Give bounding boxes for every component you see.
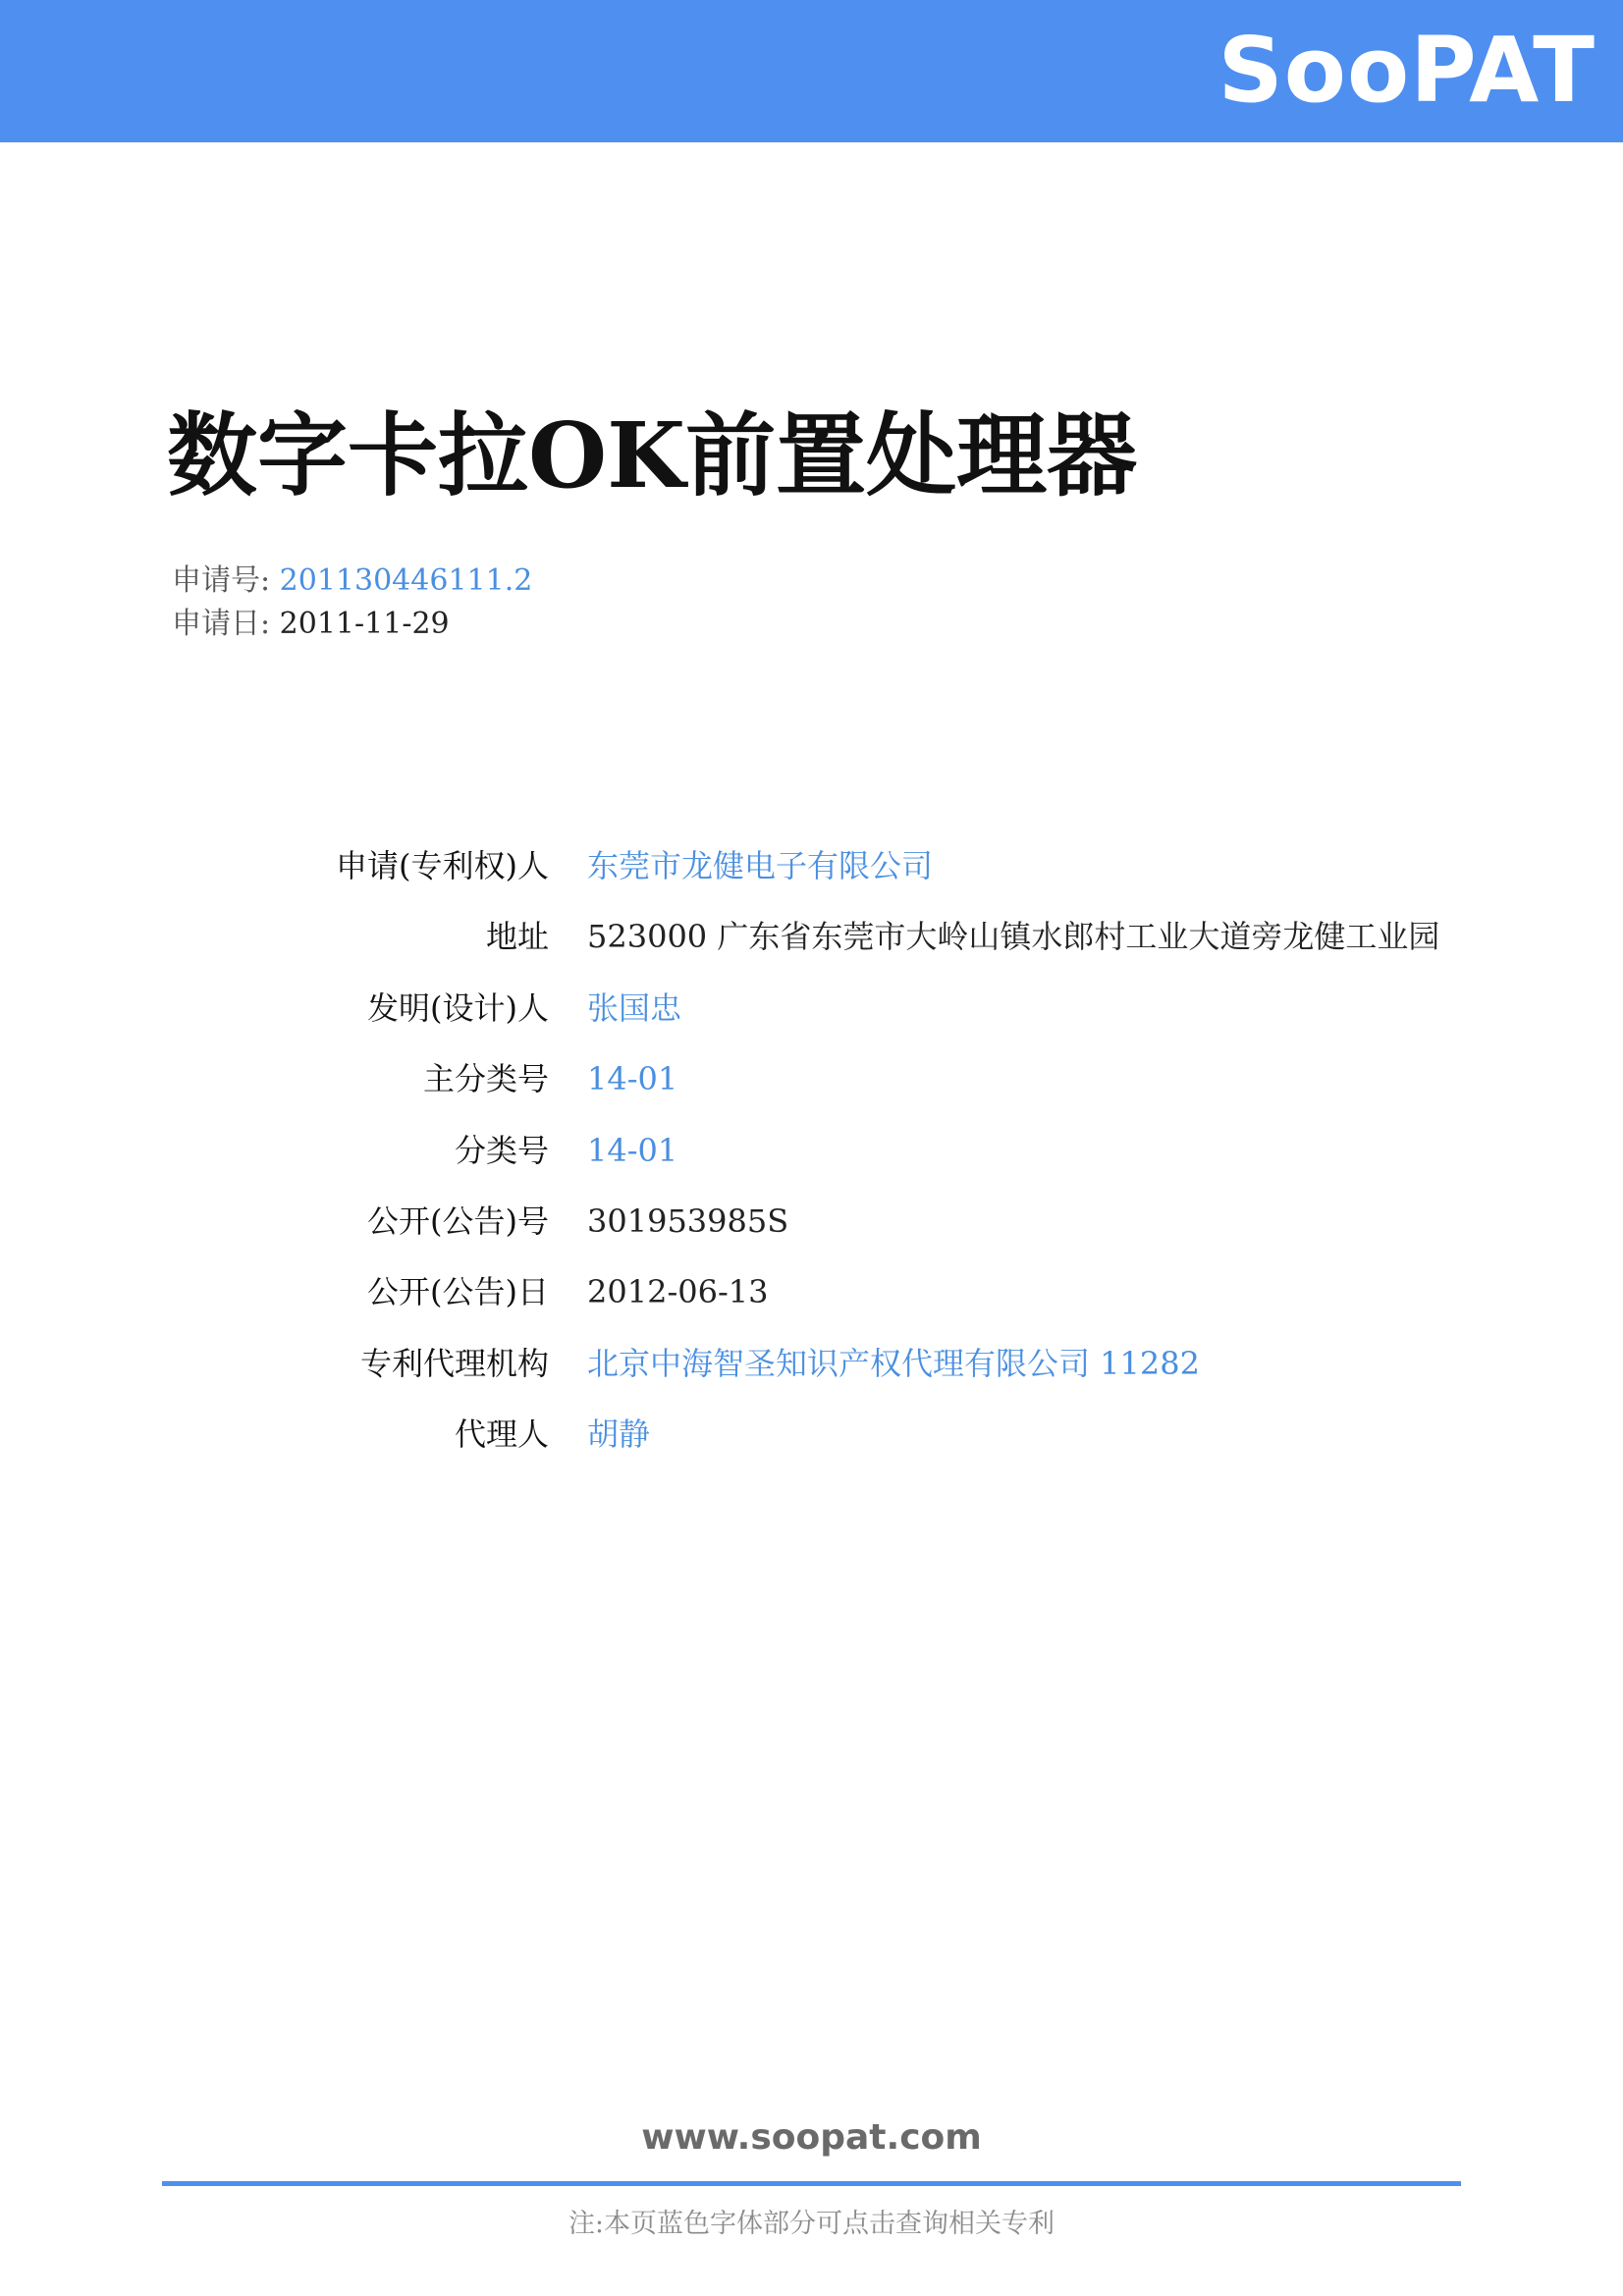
info-row-address: [0, 918, 1623, 991]
info-row-class: [0, 1131, 1623, 1205]
footer-note: 注:本页蓝色字体部分可点击查询相关专利: [568, 2209, 1055, 2239]
brand-logo[interactable]: SooPAT: [1217, 18, 1596, 123]
patent-info-table: [0, 847, 1623, 1490]
applicant-link[interactable]: 东莞市龙健电子有限公司: [587, 847, 934, 884]
footer-url-link[interactable]: www.soopat.com: [641, 2117, 982, 2158]
publication-number-value: 301953985S: [587, 1201, 789, 1240]
footer-divider: [162, 2181, 1461, 2186]
publication-date-value: 2012-06-13: [587, 1273, 769, 1311]
main-class-link[interactable]: 14-01: [587, 1060, 678, 1098]
application-date-line: [172, 607, 450, 641]
info-label: 主分类号: [422, 1060, 549, 1098]
info-label: 公开(公告)日: [367, 1273, 549, 1311]
application-date-value: 2011-11-29: [279, 607, 450, 641]
info-label: 地址: [485, 918, 549, 956]
info-row-agency: [0, 1344, 1623, 1418]
info-row-applicant: [0, 847, 1623, 921]
info-label: 申请(专利权)人: [336, 847, 549, 884]
application-number-line: [172, 563, 533, 598]
agency-link[interactable]: 北京中海智圣知识产权代理有限公司 11282: [587, 1344, 1200, 1382]
info-label: 分类号: [454, 1131, 549, 1169]
info-row-main-class: [0, 1060, 1623, 1134]
inventor-link[interactable]: 张国忠: [587, 988, 682, 1027]
document-title: 数字卡拉OK前置处理器: [167, 402, 1138, 508]
info-label: 代理人: [454, 1415, 549, 1454]
info-label: 公开(公告)号: [367, 1201, 549, 1240]
info-row-agent: [0, 1415, 1623, 1489]
address-value: 523000 广东省东莞市大岭山镇水郎村工业大道旁龙健工业园: [587, 918, 1440, 956]
info-label: 专利代理机构: [359, 1344, 549, 1382]
info-row-publication-number: [0, 1201, 1623, 1276]
agent-link[interactable]: 胡静: [587, 1415, 651, 1454]
application-number-label: 申请号:: [172, 563, 271, 598]
header-bar: [0, 0, 1623, 142]
info-row-inventor: [0, 988, 1623, 1063]
application-number-link[interactable]: 201130446111.2: [279, 563, 533, 598]
application-date-label: 申请日:: [172, 607, 271, 641]
info-row-publication-date: [0, 1273, 1623, 1347]
class-link[interactable]: 14-01: [587, 1131, 678, 1169]
info-label: 发明(设计)人: [367, 988, 549, 1027]
